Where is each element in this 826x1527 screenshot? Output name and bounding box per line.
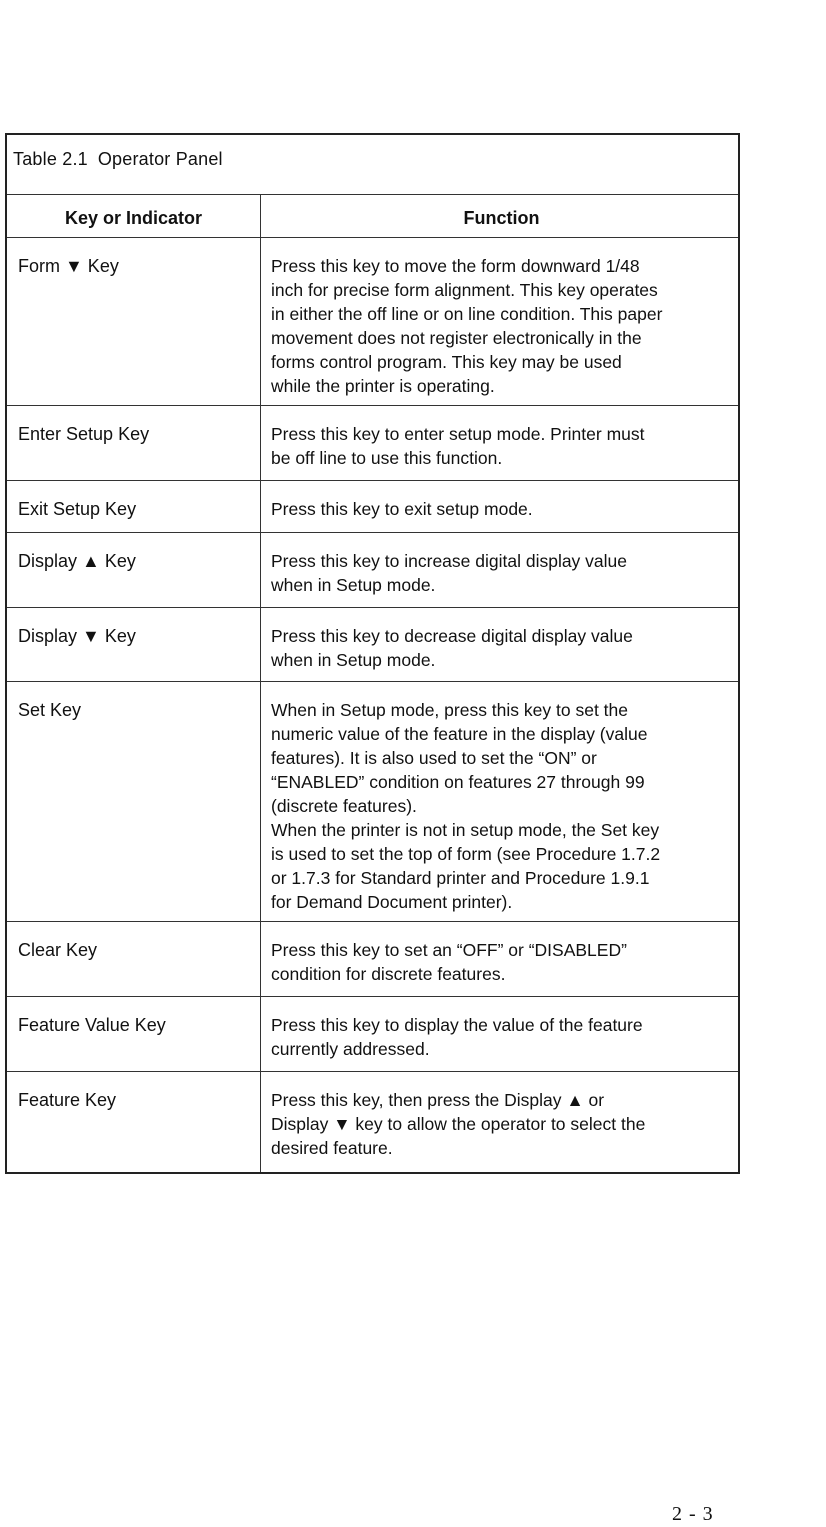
- key-cell: Feature Key: [7, 1072, 261, 1172]
- function-text-line: inch for precise form alignment. This key operates: [271, 280, 658, 300]
- function-text-line: movement does not register electronically in the: [271, 328, 642, 348]
- table-row: [7, 997, 738, 1072]
- function-cell: [261, 533, 738, 607]
- column-header-function: Function: [463, 208, 540, 228]
- key-cell: Enter Setup Key: [7, 406, 261, 480]
- function-text-line: Press this key to set an “OFF” or “DISABLED”: [271, 940, 627, 960]
- function-text-line: while the printer is operating.: [271, 376, 495, 396]
- function-cell: [261, 238, 738, 405]
- table-row: [7, 1072, 738, 1172]
- function-text-line: (discrete features).: [271, 796, 417, 816]
- function-text-line: be off line to use this function.: [271, 448, 503, 468]
- function-text-line: When the printer is not in setup mode, the Set key: [271, 820, 660, 840]
- table-row: [7, 481, 738, 533]
- function-text-line: Press this key to display the value of the feature: [271, 1015, 643, 1035]
- column-header-key: Key or Indicator: [7, 195, 261, 237]
- table-row: [7, 533, 738, 608]
- function-text-line: currently addressed.: [271, 1039, 430, 1059]
- table-header-row: [7, 195, 738, 238]
- function-text-line: when in Setup mode.: [271, 575, 436, 595]
- operator-panel-table: [5, 133, 740, 1174]
- key-cell: Form ▼ Key: [7, 238, 261, 405]
- function-text-line: Press this key to enter setup mode. Printer must: [271, 424, 645, 444]
- function-cell: [261, 682, 738, 921]
- key-cell: Display ▲ Key: [7, 533, 261, 607]
- function-text-line: Press this key to move the form downward 1/48: [271, 256, 640, 276]
- table-number: Table 2.1: [13, 149, 88, 169]
- table-row: [7, 406, 738, 481]
- table-title: Operator Panel: [97, 149, 223, 169]
- function-text-line: forms control program. This key may be used: [271, 352, 622, 372]
- key-cell: Set Key: [7, 682, 261, 921]
- function-text-line: Press this key, then press the Display ▲ or: [271, 1090, 605, 1110]
- table-row: [7, 922, 738, 997]
- function-cell: [261, 406, 738, 480]
- function-text-line: in either the off line or on line condition. This paper: [271, 304, 663, 324]
- function-text-line: Display ▼ key to allow the operator to select the: [271, 1114, 646, 1134]
- function-text-line: for Demand Document printer).: [271, 892, 513, 912]
- function-text-line: numeric value of the feature in the display (value: [271, 724, 648, 744]
- function-text-line: condition for discrete features.: [271, 964, 506, 984]
- function-text-line: features). It is also used to set the “ON” or: [271, 748, 597, 768]
- function-text-line: when in Setup mode.: [271, 650, 436, 670]
- table-caption: [7, 135, 738, 195]
- function-cell: [261, 997, 738, 1071]
- function-text-line: or 1.7.3 for Standard printer and Procedure 1.9.1: [271, 868, 650, 888]
- key-cell: Exit Setup Key: [7, 481, 261, 532]
- function-text-line: Press this key to increase digital display value: [271, 551, 628, 571]
- function-text-line: desired feature.: [271, 1138, 393, 1158]
- function-text-line: is used to set the top of form (see Procedure 1.7.2: [271, 844, 661, 864]
- key-cell: Display ▼ Key: [7, 608, 261, 681]
- function-text-line: Press this key to decrease digital display value: [271, 626, 633, 646]
- table-body: [7, 238, 738, 1172]
- function-text-line: Press this key to exit setup mode.: [271, 499, 533, 519]
- table-row: [7, 608, 738, 682]
- key-cell: Feature Value Key: [7, 997, 261, 1071]
- table-row: [7, 238, 738, 406]
- function-text-line: “ENABLED” condition on features 27 through 99: [271, 772, 645, 792]
- function-text-line: When in Setup mode, press this key to set the: [271, 700, 628, 720]
- function-cell: [261, 922, 738, 996]
- table-row: [7, 682, 738, 922]
- page-number: 2 - 3: [672, 1503, 714, 1525]
- function-cell: [261, 608, 738, 681]
- function-cell: [261, 1072, 738, 1172]
- key-cell: Clear Key: [7, 922, 261, 996]
- function-cell: [261, 481, 738, 532]
